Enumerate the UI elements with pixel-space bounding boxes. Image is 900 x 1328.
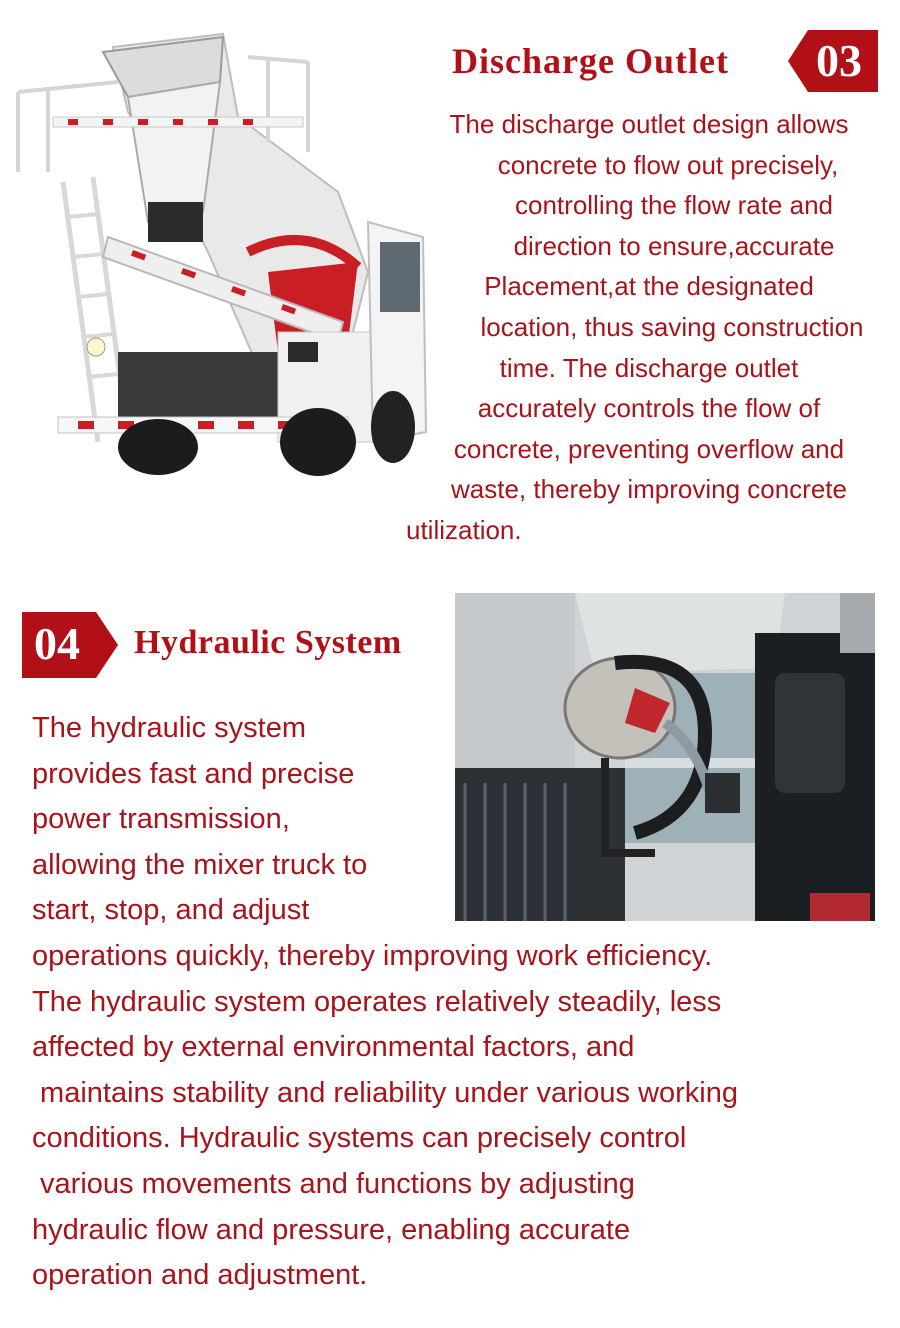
- text-line: conditions. Hydraulic systems can precisely control: [32, 1122, 687, 1155]
- section-number: 04: [34, 618, 80, 669]
- text-line: start, stop, and adjust: [32, 894, 310, 927]
- text-line: time. The discharge outlet: [499, 352, 799, 383]
- text-line: utilization.: [406, 514, 522, 545]
- text-line: The discharge outlet design allows: [449, 109, 849, 139]
- text-line: concrete, preventing overflow and: [453, 433, 845, 464]
- text-line: affected by external environmental factors, and: [32, 1031, 635, 1064]
- text-line: power transmission,: [32, 803, 290, 836]
- text-line: location, thus saving construction: [480, 311, 864, 342]
- text-line: provides fast and precise: [32, 757, 355, 790]
- text-line: accurately controls the flow of: [477, 393, 821, 424]
- text-line: hydraulic flow and pressure, enabling accurate: [32, 1213, 631, 1246]
- section-number-badge: [788, 30, 878, 92]
- mixer-truck-rear-photo: [8, 22, 436, 482]
- section-title-hydraulic-system: Hydraulic System: [134, 624, 402, 661]
- text-line: operations quickly, thereby improving work efficiency.: [32, 939, 713, 972]
- text-line: direction to ensure,accurate: [513, 230, 835, 261]
- text-line: concrete to flow out precisely,: [497, 149, 839, 180]
- text-line: The hydraulic system: [32, 712, 306, 744]
- text-line: waste, thereby improving concrete: [451, 474, 847, 505]
- text-line: The hydraulic system operates relatively steadily, less: [32, 985, 722, 1018]
- hydraulic-system-description: [32, 706, 892, 1299]
- text-line: controlling the flow rate and: [515, 190, 833, 221]
- text-line: various movements and functions by adjusting: [32, 1167, 635, 1200]
- text-line: allowing the mixer truck to: [32, 848, 368, 881]
- discharge-outlet-description: [406, 104, 892, 551]
- text-line: Placement,at the designated: [484, 271, 814, 302]
- section-title-discharge-outlet: Discharge Outlet: [452, 41, 729, 81]
- section-number: 03: [816, 35, 862, 86]
- section-number-badge: [22, 612, 118, 678]
- text-line: operation and adjustment.: [32, 1259, 368, 1292]
- text-line: maintains stability and reliability under various working: [32, 1076, 738, 1109]
